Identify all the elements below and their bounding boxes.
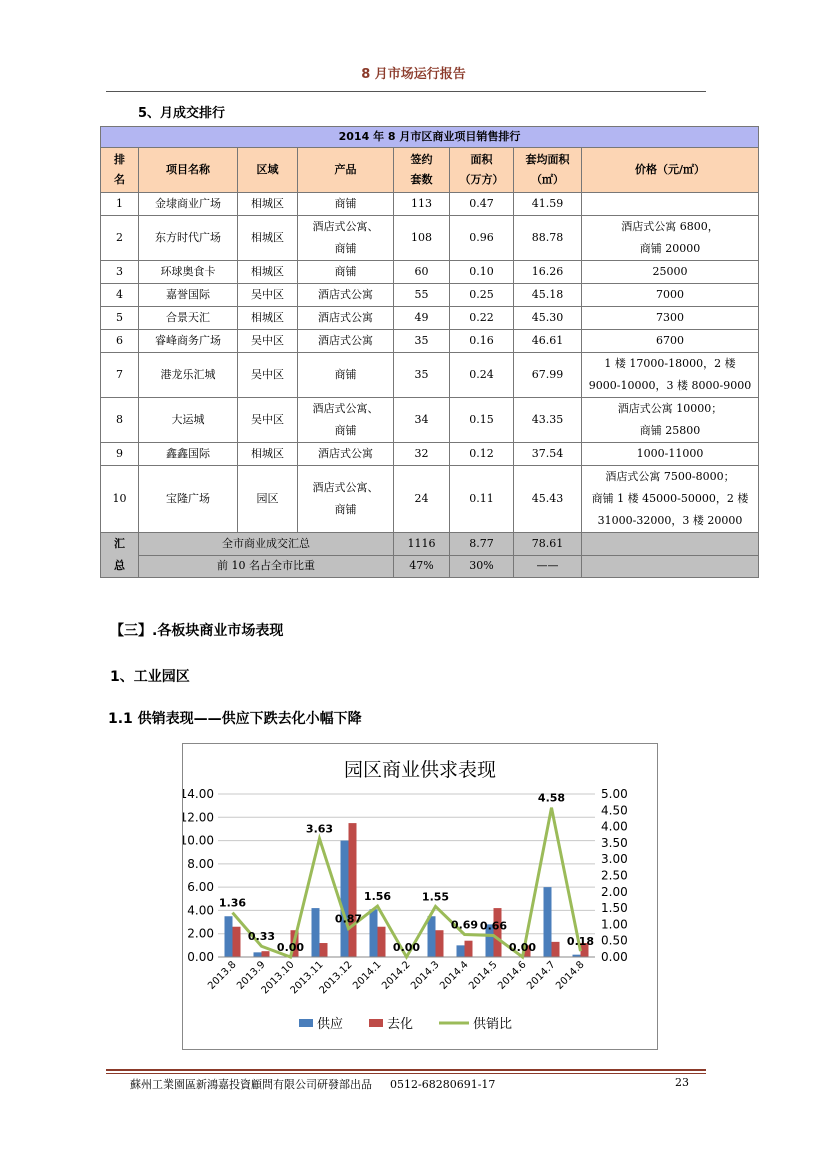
bar-去化 — [233, 927, 241, 957]
bar-去化 — [436, 930, 444, 957]
bar-供应 — [370, 909, 378, 957]
left-axis-tick-label: 12.00 — [183, 810, 214, 825]
cell-price: 酒店式公寓 6800， 商铺 20000 — [582, 216, 759, 261]
data-label: 0.66 — [479, 919, 508, 933]
page-number: 23 — [675, 1076, 689, 1089]
cell-name: 环球奥食卡 — [139, 261, 238, 284]
cell-rank: 1 — [101, 193, 139, 216]
cell-area: 0.16 — [450, 330, 514, 353]
cell-sets: 32 — [394, 443, 450, 466]
category-label: 2014.5 — [467, 959, 500, 992]
right-axis-tick-label: 3.50 — [601, 835, 628, 850]
cell-sets: 24 — [394, 466, 450, 533]
data-label: 3.63 — [305, 822, 334, 836]
cell-district: 相城区 — [238, 307, 298, 330]
cell-sets: 35 — [394, 330, 450, 353]
summary-row-total — [101, 533, 759, 556]
legend-swatch-供应 — [299, 1019, 313, 1027]
cell-rank: 3 — [101, 261, 139, 284]
cell-product: 酒店式公寓、 商铺 — [298, 216, 394, 261]
cell-price: 1000-11000 — [582, 443, 759, 466]
cell-name: 鑫鑫国际 — [139, 443, 238, 466]
header-name: 项目名称 — [139, 148, 238, 193]
data-label: 1.56 — [363, 890, 392, 904]
line-供销比 — [233, 808, 581, 957]
cell-avg-area: 88.78 — [514, 216, 582, 261]
header-divider — [106, 91, 706, 92]
bar-去化 — [552, 942, 560, 957]
footer-divider — [106, 1069, 706, 1071]
right-axis-tick-label: 1.00 — [601, 917, 628, 932]
category-label: 2014.7 — [525, 959, 558, 992]
category-label: 2014.3 — [409, 959, 442, 992]
bar-去化 — [262, 951, 270, 957]
table-row — [101, 307, 759, 330]
cell-sets: 60 — [394, 261, 450, 284]
cell-area: 0.12 — [450, 443, 514, 466]
summary-share-label: 前 10 名占全市比重 — [139, 555, 394, 578]
data-label: 0.18 — [566, 935, 595, 949]
data-label: 1.55 — [421, 890, 450, 904]
header-sets: 签约 套数 — [394, 148, 450, 193]
category-label: 2014.2 — [380, 959, 413, 992]
bar-供应 — [544, 887, 552, 957]
cell-rank: 6 — [101, 330, 139, 353]
summary-share-area: 30% — [450, 555, 514, 578]
cell-price: 酒店式公寓 10000； 商铺 25800 — [582, 398, 759, 443]
cell-area: 0.22 — [450, 307, 514, 330]
cell-product: 酒店式公寓 — [298, 443, 394, 466]
cell-price: 1 楼 17000-18000，2 楼 9000-10000，3 楼 8000-9000 — [582, 353, 759, 398]
header-title: 8 月市场运行报告 — [361, 67, 466, 82]
bar-供应 — [457, 945, 465, 957]
cell-price: 6700 — [582, 330, 759, 353]
table-header-row — [101, 148, 759, 193]
footer-divider-thin — [106, 1073, 706, 1074]
cell-district: 吴中区 — [238, 398, 298, 443]
category-label: 2013.12 — [317, 959, 355, 997]
bar-供应 — [341, 841, 349, 957]
data-label: 0.87 — [334, 912, 363, 926]
sales-ranking-table — [100, 126, 759, 578]
legend-label: 去化 — [387, 1017, 414, 1032]
table-row — [101, 353, 759, 398]
table-row — [101, 261, 759, 284]
data-label: 0.33 — [247, 930, 276, 944]
cell-product: 商铺 — [298, 353, 394, 398]
cell-district: 吴中区 — [238, 353, 298, 398]
right-axis-tick-label: 4.00 — [601, 819, 628, 834]
summary-share-price — [582, 555, 759, 578]
cell-rank: 7 — [101, 353, 139, 398]
category-label: 2013.11 — [288, 959, 326, 997]
summary-total-label: 全市商业成交汇总 — [139, 533, 394, 556]
cell-sets: 108 — [394, 216, 450, 261]
cell-avg-area: 45.18 — [514, 284, 582, 307]
cell-area: 0.47 — [450, 193, 514, 216]
legend-label: 供销比 — [473, 1017, 513, 1032]
cell-sets: 49 — [394, 307, 450, 330]
footer-text — [130, 1076, 495, 1092]
right-axis-tick-label: 0.50 — [601, 933, 628, 948]
cell-avg-area: 45.43 — [514, 466, 582, 533]
cell-sets: 55 — [394, 284, 450, 307]
supply-demand-chart — [182, 743, 658, 1050]
cell-sets: 34 — [394, 398, 450, 443]
cell-district: 相城区 — [238, 216, 298, 261]
cell-product: 酒店式公寓 — [298, 330, 394, 353]
bar-去化 — [378, 927, 386, 957]
cell-product: 酒店式公寓、 商铺 — [298, 466, 394, 533]
cell-price: 7300 — [582, 307, 759, 330]
footer-company: 蘇州工業園區新鴻嘉投資顧問有限公司研發部出品 — [130, 1078, 372, 1091]
cell-district: 相城区 — [238, 193, 298, 216]
cell-name: 港龙乐汇城 — [139, 353, 238, 398]
header-district: 区域 — [238, 148, 298, 193]
cell-name: 合景天汇 — [139, 307, 238, 330]
cell-area: 0.11 — [450, 466, 514, 533]
cell-sets: 35 — [394, 353, 450, 398]
left-axis-tick-label: 14.00 — [183, 787, 214, 801]
cell-rank: 8 — [101, 398, 139, 443]
data-label: 0.00 — [392, 941, 421, 954]
data-label: 0.00 — [508, 941, 537, 954]
cell-area: 0.10 — [450, 261, 514, 284]
footer-phone: 0512-68280691-17 — [390, 1078, 496, 1091]
summary-total-price — [582, 533, 759, 556]
table-caption: 2014 年 8 月市区商业项目销售排行 — [101, 127, 759, 148]
cell-district: 相城区 — [238, 261, 298, 284]
summary-total-area: 8.77 — [450, 533, 514, 556]
cell-name: 嘉誉国际 — [139, 284, 238, 307]
right-axis-tick-label: 5.00 — [601, 787, 628, 801]
cell-product: 商铺 — [298, 261, 394, 284]
cell-price: 25000 — [582, 261, 759, 284]
data-label: 1.36 — [218, 896, 247, 910]
cell-district: 吴中区 — [238, 284, 298, 307]
bar-去化 — [349, 823, 357, 957]
cell-avg-area: 41.59 — [514, 193, 582, 216]
cell-sets: 113 — [394, 193, 450, 216]
section-heading-markets: 【三】.各板块商业市场表现 — [110, 623, 284, 639]
cell-area: 0.24 — [450, 353, 514, 398]
cell-price: 7000 — [582, 284, 759, 307]
data-label: 0.00 — [276, 941, 305, 954]
cell-price: 酒店式公寓 7500-8000； 商铺 1 楼 45000-50000，2 楼 31000-32000，3 楼 20000 — [582, 466, 759, 533]
cell-product: 酒店式公寓、 商铺 — [298, 398, 394, 443]
cell-rank: 10 — [101, 466, 139, 533]
cell-rank: 4 — [101, 284, 139, 307]
category-label: 2014.6 — [496, 959, 529, 992]
summary-share-avg: —— — [514, 555, 582, 578]
table-row — [101, 443, 759, 466]
chart-canvas — [183, 744, 657, 1049]
header-rank: 排 名 — [101, 148, 139, 193]
table-row — [101, 284, 759, 307]
right-axis-tick-label: 0.00 — [601, 950, 628, 964]
cell-area: 0.15 — [450, 398, 514, 443]
cell-name: 宝隆广场 — [139, 466, 238, 533]
bar-去化 — [465, 941, 473, 957]
category-label: 2013.10 — [259, 959, 297, 997]
section-heading-industrial-park: 1、工业园区 — [110, 669, 190, 685]
right-axis-tick-label: 4.50 — [601, 803, 628, 818]
cell-name: 东方时代广场 — [139, 216, 238, 261]
cell-name: 大运城 — [139, 398, 238, 443]
left-axis-tick-label: 10.00 — [183, 833, 214, 848]
header-avg-area: 套均面积 （㎡） — [514, 148, 582, 193]
cell-area: 0.96 — [450, 216, 514, 261]
cell-name: 睿峰商务广场 — [139, 330, 238, 353]
table-row — [101, 193, 759, 216]
bar-供应 — [312, 908, 320, 957]
cell-avg-area: 46.61 — [514, 330, 582, 353]
summary-label: 汇 总 — [101, 533, 139, 578]
right-axis-tick-label: 1.50 — [601, 901, 628, 916]
header-product: 产品 — [298, 148, 394, 193]
cell-avg-area: 43.35 — [514, 398, 582, 443]
right-axis-tick-label: 2.00 — [601, 884, 628, 899]
table-row — [101, 466, 759, 533]
cell-district: 相城区 — [238, 443, 298, 466]
cell-rank: 5 — [101, 307, 139, 330]
cell-area: 0.25 — [450, 284, 514, 307]
table-row — [101, 398, 759, 443]
left-axis-tick-label: 0.00 — [187, 950, 214, 964]
cell-district: 吴中区 — [238, 330, 298, 353]
right-axis-tick-label: 3.00 — [601, 852, 628, 867]
data-label: 4.58 — [537, 791, 566, 805]
bar-去化 — [320, 943, 328, 957]
category-label: 2014.1 — [351, 959, 384, 992]
left-axis-tick-label: 8.00 — [187, 856, 214, 871]
header-area: 面积 （万方） — [450, 148, 514, 193]
summary-row-share — [101, 555, 759, 578]
bar-去化 — [494, 908, 502, 957]
bar-供应 — [225, 916, 233, 957]
cell-avg-area: 37.54 — [514, 443, 582, 466]
cell-avg-area: 67.99 — [514, 353, 582, 398]
cell-price — [582, 193, 759, 216]
section-heading-ranking: 5、月成交排行 — [138, 106, 226, 121]
cell-avg-area: 45.30 — [514, 307, 582, 330]
chart-title: 园区商业供求表现 — [343, 759, 497, 781]
data-label: 0.69 — [450, 918, 479, 932]
cell-name: 金埭商业广场 — [139, 193, 238, 216]
left-axis-tick-label: 4.00 — [187, 903, 214, 918]
table-row — [101, 330, 759, 353]
cell-product: 商铺 — [298, 193, 394, 216]
cell-avg-area: 16.26 — [514, 261, 582, 284]
category-label: 2013.8 — [206, 959, 239, 992]
legend-label: 供应 — [317, 1017, 344, 1032]
subsection-heading-supply: 1.1 供销表现——供应下跌去化小幅下降 — [108, 711, 362, 727]
table-row — [101, 216, 759, 261]
cell-district: 园区 — [238, 466, 298, 533]
header-price: 价格（元/㎡） — [582, 148, 759, 193]
cell-product: 酒店式公寓 — [298, 307, 394, 330]
legend-swatch-去化 — [369, 1019, 383, 1027]
category-label: 2013.9 — [235, 959, 268, 992]
right-axis-tick-label: 2.50 — [601, 868, 628, 883]
summary-share-sets: 47% — [394, 555, 450, 578]
summary-total-avg: 78.61 — [514, 533, 582, 556]
left-axis-tick-label: 6.00 — [187, 880, 214, 895]
bar-供应 — [254, 952, 262, 957]
left-axis-tick-label: 2.00 — [187, 926, 214, 941]
cell-rank: 9 — [101, 443, 139, 466]
cell-rank: 2 — [101, 216, 139, 261]
category-label: 2014.8 — [554, 959, 587, 992]
cell-product: 酒店式公寓 — [298, 284, 394, 307]
bar-供应 — [428, 916, 436, 957]
summary-total-sets: 1116 — [394, 533, 450, 556]
category-label: 2014.4 — [438, 959, 471, 992]
